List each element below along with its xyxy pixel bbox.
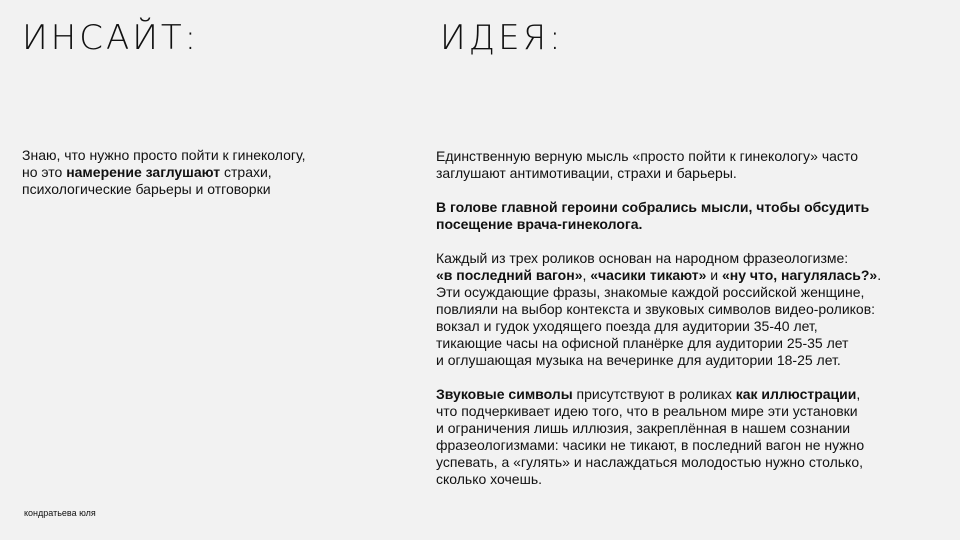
idea-p3-line-4: повлияли на выбор контекста и звуковых символов видео-роликов: <box>436 301 876 317</box>
idea-p4-text-2: , <box>856 386 861 402</box>
idea-p3-line-6: тикающие часы на офисной планёрке для аудитории 25-35 лет <box>436 335 849 351</box>
idea-p4-line-6: сколько хочешь. <box>436 471 542 487</box>
idea-p4-line-5: успевать, а «гулять» и наслаждаться молодостью нужно столько, <box>436 454 863 470</box>
idea-paragraph-2 <box>436 199 936 233</box>
idea-phrase-party: «ну что, нагулялась?» <box>721 267 878 283</box>
idea-phrase-clock: «часики тикают» <box>590 267 707 283</box>
idea-p4-line-3: и ограничения лишь иллюзия, закреплённая в нашем сознании <box>436 420 851 436</box>
idea-p3-sep-1: , <box>582 267 591 283</box>
insight-heading: ИНСАЙТ: <box>22 18 200 58</box>
author-name: кондратьева юля <box>24 508 96 518</box>
insight-text <box>22 147 352 198</box>
idea-p3-line-3: Эти осуждающие фразы, знакомые каждой российской женщине, <box>436 284 865 300</box>
insight-line-1: Знаю, что нужно просто пойти к гинекологу, <box>22 147 306 163</box>
idea-heading: ИДЕЯ: <box>440 18 564 58</box>
idea-text <box>436 148 936 488</box>
idea-p2-line-2: посещение врача-гинеколога. <box>436 216 643 232</box>
idea-p1-line-1: Единственную верную мысль «просто пойти к гинекологу» часто <box>436 148 858 164</box>
idea-p4-bold-1: Звуковые символы <box>436 386 573 402</box>
idea-paragraph-1 <box>436 148 936 182</box>
idea-p4-line-2: что подчеркивает идею того, что в реальном мире эти установки <box>436 403 858 419</box>
idea-p4-bold-2: как иллюстрации <box>735 386 857 402</box>
insight-line-3: психологические барьеры и отговорки <box>22 181 271 197</box>
idea-p3-sep-3: . <box>877 267 882 283</box>
insight-line-2a: но это <box>22 164 67 180</box>
idea-p2-line-1: В голове главной героини собрались мысли, чтобы обсудить <box>436 199 870 215</box>
idea-p3-sep-2: и <box>706 267 722 283</box>
idea-p4-text-1: присутствуют в роликах <box>572 386 736 402</box>
idea-paragraph-3 <box>436 250 936 369</box>
idea-paragraph-4 <box>436 386 936 488</box>
insight-line-2b: страхи, <box>220 164 272 180</box>
idea-phrase-wagon: «в последний вагон» <box>436 267 583 283</box>
idea-p3-line-7: и оглушающая музыка на вечеринке для аудитории 18-25 лет. <box>436 352 841 368</box>
idea-p3-line-5: вокзал и гудок уходящего поезда для аудитории 35-40 лет, <box>436 318 818 334</box>
idea-p4-line-4: фразеологизмами: часики не тикают, в последний вагон не нужно <box>436 437 865 453</box>
insight-emphasis: намерение заглушают <box>66 164 221 180</box>
idea-p3-line-1: Каждый из трех роликов основан на народном фразеологизме: <box>436 250 849 266</box>
idea-p1-line-2: заглушают антимотивации, страхи и барьеры. <box>436 165 737 181</box>
